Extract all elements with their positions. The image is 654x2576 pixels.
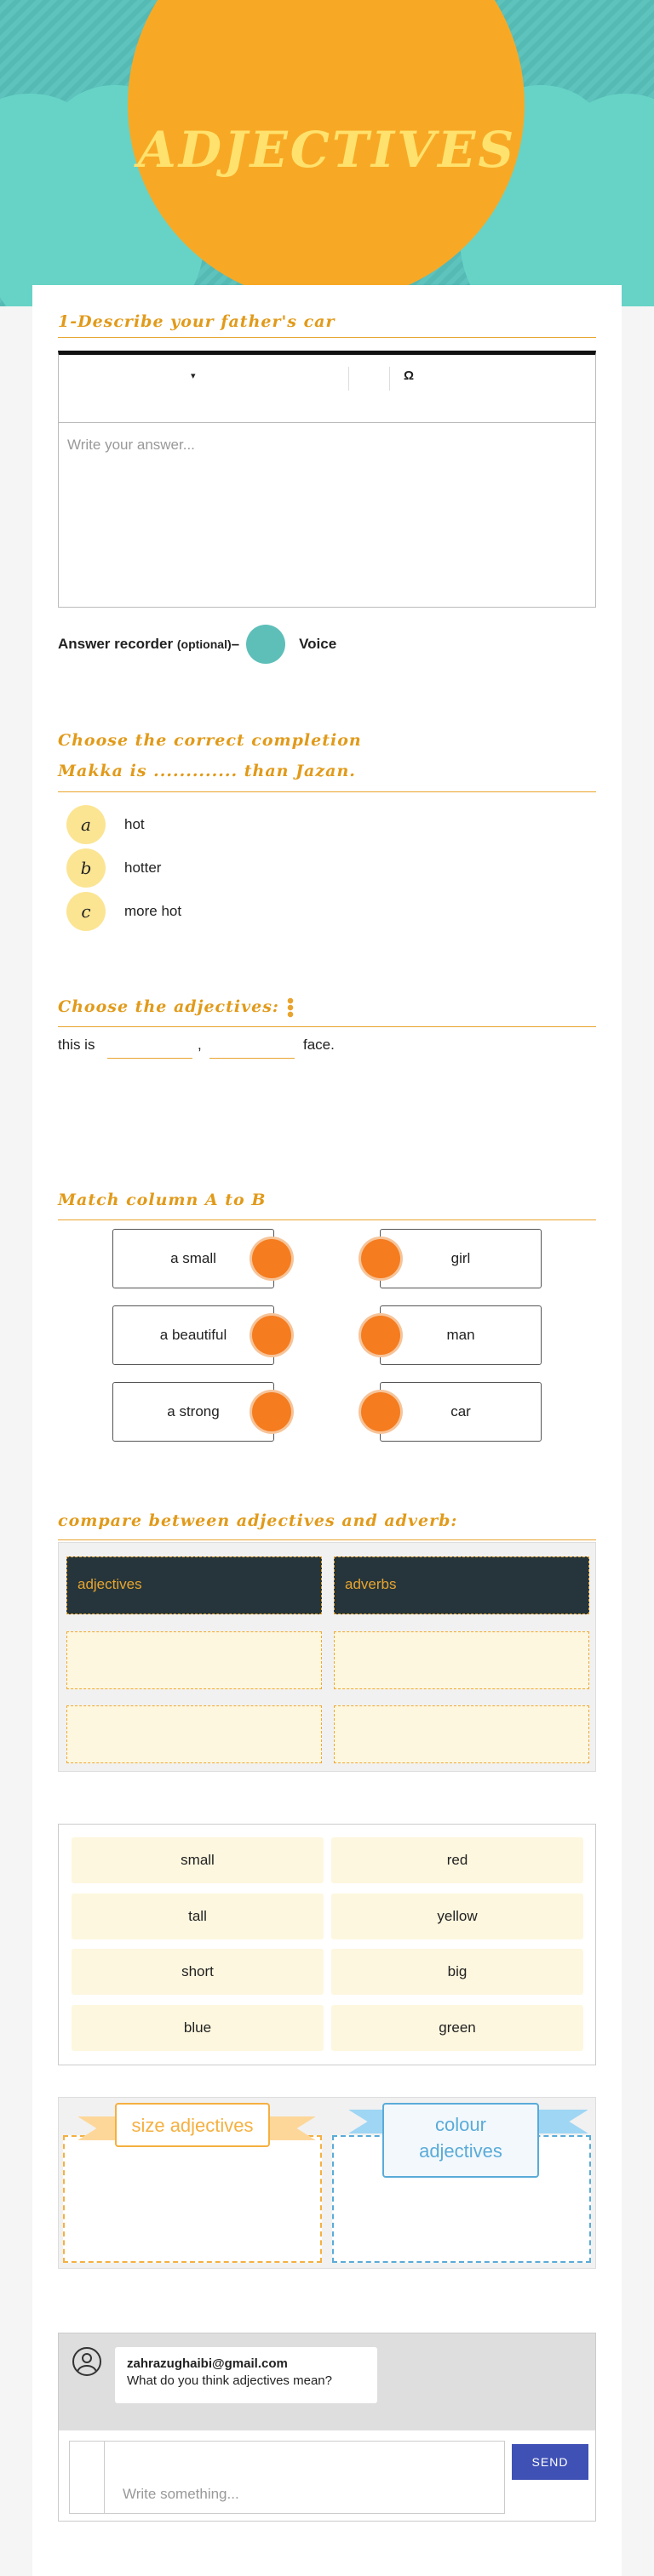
recorder-optional: (optional) — [176, 637, 232, 651]
options-icon[interactable] — [286, 997, 295, 1018]
comment-box — [58, 2333, 596, 2522]
word-chip[interactable]: short — [72, 1949, 324, 1995]
table-cell[interactable] — [66, 1631, 322, 1689]
match-left-item[interactable]: a small — [112, 1229, 274, 1288]
table-cell[interactable] — [334, 1705, 589, 1763]
table-cell[interactable] — [66, 1705, 322, 1763]
match-connector-left[interactable] — [252, 1316, 291, 1355]
word-chip[interactable]: red — [331, 1837, 583, 1883]
category-sorter — [58, 2097, 596, 2269]
match-connector-right[interactable] — [361, 1392, 400, 1431]
comment-text: What do you think adjectives mean? — [127, 2373, 332, 2388]
question-4-title: Match column A to B — [58, 1191, 267, 1209]
word-bank — [58, 1824, 596, 2065]
question-3-title-text: Choose the adjectives: — [58, 997, 279, 1016]
answer-editor[interactable] — [58, 351, 596, 608]
category-label-size: size adjectives — [115, 2103, 270, 2147]
option-letter: a — [66, 805, 106, 844]
question-5-title: compare between adjectives and adverb: — [58, 1511, 458, 1530]
table-header: adjectives — [66, 1556, 322, 1614]
match-right-item[interactable]: car — [380, 1382, 542, 1442]
page-title: ADJECTIVES — [137, 121, 517, 179]
blank-1[interactable] — [107, 1058, 192, 1059]
editor-toolbar — [59, 355, 595, 423]
question-2-subtitle: Makka is ............. than Jazan. — [58, 762, 356, 780]
comment-input[interactable] — [69, 2441, 505, 2514]
divider — [58, 1539, 596, 1540]
sentence-end: face. — [303, 1037, 335, 1053]
toolbar-separator — [348, 367, 349, 391]
divider — [58, 337, 596, 338]
comment-placeholder: Write something... — [123, 2486, 239, 2502]
option-text: more hot — [124, 903, 182, 919]
divider — [58, 1219, 596, 1220]
match-connector-right[interactable] — [361, 1239, 400, 1278]
recorder-voice-label: Voice — [299, 636, 337, 652]
avatar-icon — [72, 2347, 101, 2376]
table-header: adverbs — [334, 1556, 589, 1614]
size-drop-zone[interactable] — [63, 2135, 322, 2263]
option-letter: b — [66, 848, 106, 888]
match-left-item[interactable]: a beautiful — [112, 1305, 274, 1365]
font-dropdown-caret[interactable]: ▾ — [191, 371, 196, 381]
table-cell[interactable] — [334, 1631, 589, 1689]
comment-thread — [59, 2333, 595, 2430]
sentence-start: this is — [58, 1037, 95, 1053]
question-2-title: Choose the correct completion — [58, 731, 362, 750]
input-divider — [104, 2442, 105, 2513]
answer-placeholder[interactable]: Write your answer... — [67, 437, 195, 453]
option-a[interactable] — [66, 805, 145, 844]
word-chip[interactable]: green — [331, 2005, 583, 2051]
option-b[interactable] — [66, 848, 161, 888]
match-left-item[interactable]: a strong — [112, 1382, 274, 1442]
comment-bubble — [115, 2347, 377, 2403]
special-char-icon[interactable]: Ω — [404, 368, 415, 383]
compare-table — [58, 1542, 596, 1772]
answer-recorder — [58, 625, 336, 664]
sentence-comma: , — [198, 1037, 202, 1053]
divider — [58, 791, 596, 792]
word-chip[interactable]: blue — [72, 2005, 324, 2051]
match-connector-left[interactable] — [252, 1392, 291, 1431]
send-button[interactable]: SEND — [512, 2444, 588, 2480]
option-c[interactable] — [66, 892, 181, 931]
word-chip[interactable]: yellow — [331, 1893, 583, 1939]
record-button[interactable] — [246, 625, 285, 664]
recorder-label: Answer recorder — [58, 636, 174, 652]
match-connector-left[interactable] — [252, 1239, 291, 1278]
question-1-title: 1-Describe your father's car — [58, 312, 336, 331]
word-chip[interactable]: tall — [72, 1893, 324, 1939]
question-3-title — [58, 992, 295, 1021]
recorder-dash: – — [231, 636, 240, 652]
match-connector-right[interactable] — [361, 1316, 400, 1355]
category-label-colour: colour adjectives — [382, 2103, 539, 2178]
comment-author: zahrazughaibi@gmail.com — [127, 2356, 288, 2371]
match-right-item[interactable]: man — [380, 1305, 542, 1365]
option-letter: c — [66, 892, 106, 931]
toolbar-separator — [389, 367, 390, 391]
divider — [58, 1026, 596, 1027]
match-right-item[interactable]: girl — [380, 1229, 542, 1288]
blank-2[interactable] — [209, 1058, 295, 1059]
word-chip[interactable]: big — [331, 1949, 583, 1995]
header-banner — [0, 0, 654, 306]
option-text: hotter — [124, 860, 162, 876]
option-text: hot — [124, 816, 145, 832]
word-chip[interactable]: small — [72, 1837, 324, 1883]
